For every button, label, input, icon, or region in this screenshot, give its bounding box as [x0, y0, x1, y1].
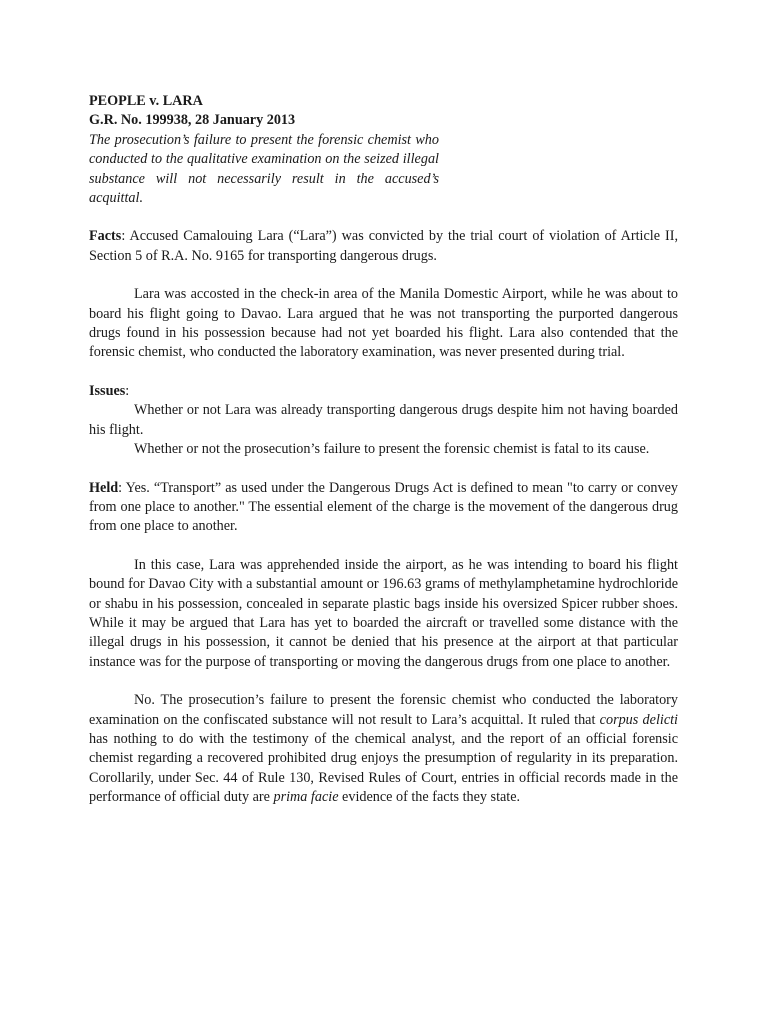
- prima-facie-term: prima facie: [273, 789, 339, 806]
- case-title: PEOPLE v. LARA: [89, 93, 203, 109]
- held-text: : Yes. “Transport” as used under the Dangerous Drugs Act is defined to mean "to carry or convey from one place to another." The essential element of the charge is the movement of the dangerous drug from one place to another.: [89, 479, 678, 535]
- case-number: G.R. No. 199938, 28 January 2013: [89, 112, 296, 129]
- issues-label: Issues: [89, 382, 126, 399]
- document-page: [89, 92, 678, 808]
- held-paragraph-3-part-a: No. The prosecution’s failure to present the forensic chemist who conducted the laboratory examination on the confiscated substance will not result to Lara’s acquittal. It ruled that: [89, 692, 678, 728]
- facts-label: Facts: [89, 228, 122, 245]
- issues-heading: [89, 382, 678, 401]
- facts-paragraph-2: Lara was accosted in the check-in area of the Manila Domestic Airport, while he was about to board his flight going to Davao. Lara argued that he was not transporting the purported dangerous drugs found in his possession because had not yet boarded his flight. Lara also contended that the forensic chemist, who conducted the laboratory examination, was never presented during trial.: [89, 286, 678, 361]
- case-summary: The prosecution’s failure to present the forensic chemist who conducted to the qualitative examination on the seized illegal substance will not necessarily result in the accused’s acquittal.: [89, 131, 439, 207]
- held-paragraph-2: In this case, Lara was apprehended inside the airport, as he was intending to board his flight bound for Davao City with a substantial amount or 196.63 grams of methylamphetamine hydrochloride or shabu in his possession, concealed in separate plastic bags inside his oversized Spicer rubber shoes. While it may be argued that Lara has yet to boarded the aircraft or travelled some distance with the illegal drugs in his possession, it cannot be denied that his presence at the airport at that particular instance was for the purpose of transporting or moving the dangerous drugs from one place to another.: [89, 556, 678, 670]
- held-paragraph-3-part-b: has nothing to do with the testimony of the chemical analyst, and the report of an official forensic chemist regarding a recovered prohibited drug enjoys the presumption of regularity in its preparation. Corollarily, under Sec. 44 of Rule 130, Revised Rules of Court, entries in official records made in the performance of official duty are: [89, 730, 678, 806]
- issues-colon: :: [125, 382, 130, 399]
- facts-text: : Accused Camalouing Lara (“Lara”) was convicted by the trial court of violation of Article II, Section 5 of R.A. No. 9165 for transporting dangerous drugs.: [89, 228, 678, 264]
- issue-2: Whether or not the prosecution’s failure to present the forensic chemist is fatal to its cause.: [134, 441, 650, 458]
- held-label: Held: [89, 479, 119, 496]
- held-paragraph: [89, 479, 678, 537]
- corpus-delicti-term: corpus delicti: [599, 711, 679, 728]
- facts-paragraph: [89, 227, 678, 266]
- held-paragraph-3: [89, 691, 678, 807]
- issue-1: Whether or not Lara was already transporting dangerous drugs despite him not having boarded his flight.: [89, 402, 678, 438]
- held-paragraph-3-part-c: evidence of the facts they state.: [338, 789, 521, 806]
